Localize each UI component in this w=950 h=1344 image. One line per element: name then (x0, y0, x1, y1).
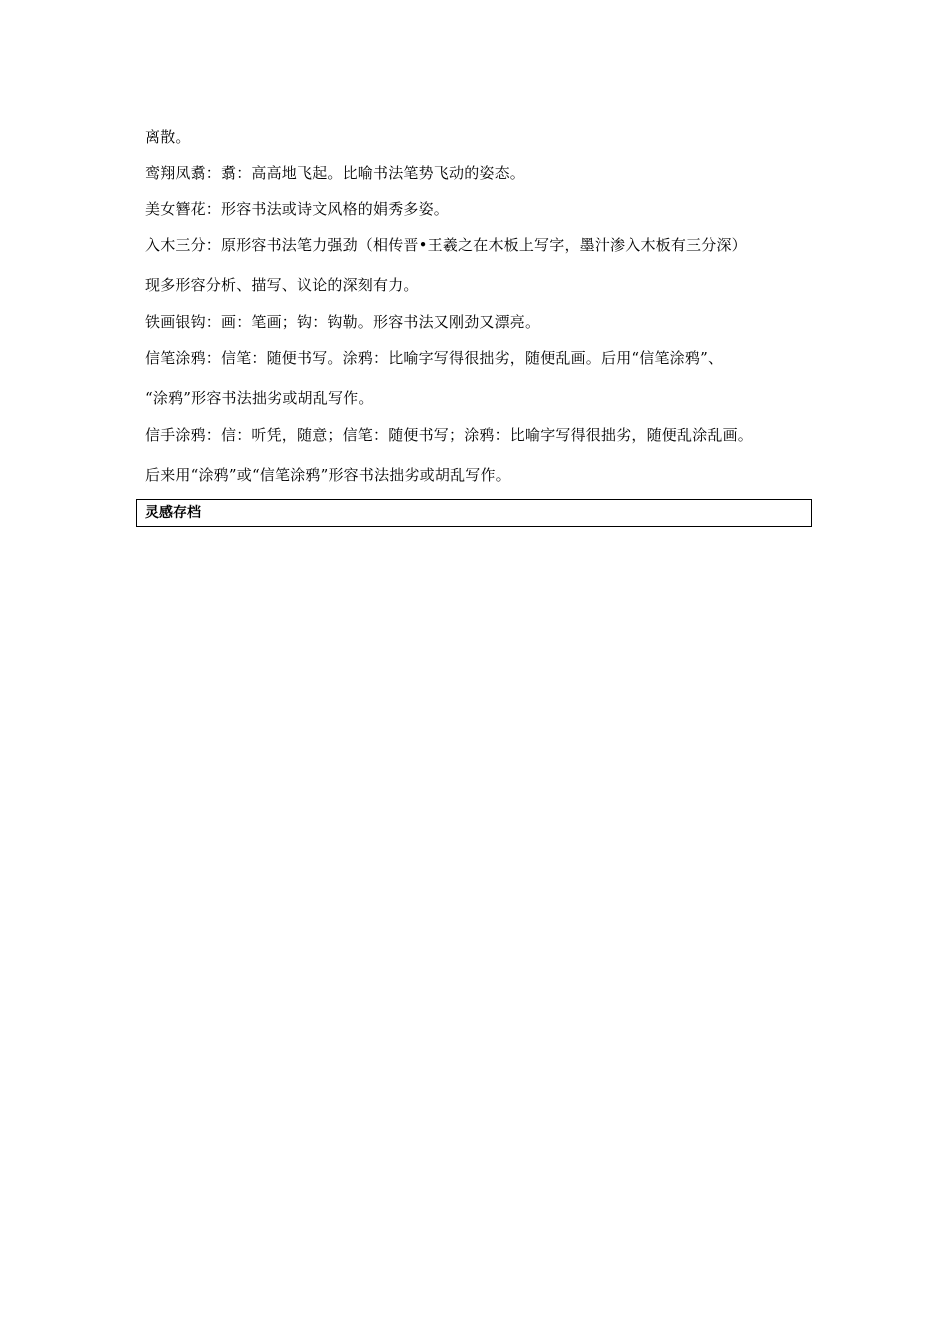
section-box-title: 灵感存档 (145, 505, 201, 521)
text-line-6: 铁画银钩：画：笔画；钩：钩勒。形容书法又刚劲又漂亮。 (145, 313, 541, 331)
text-line-4: 入木三分：原形容书法笔力强劲（相传晋•王羲之在木板上写字，墨汁渗入木板有三分深） (145, 236, 747, 254)
text-line-10: 后来用“涂鸦”或“信笔涂鸦”形容书法拙劣或胡乱写作。 (145, 466, 511, 484)
section-box (136, 499, 812, 527)
text-line-9: 信手涂鸦：信：听凭，随意；信笔：随便书写；涂鸦：比喻字写得很拙劣，随便乱涂乱画。 (145, 426, 754, 444)
text-line-2: 鸾翔凤翥：翥：高高地飞起。比喻书法笔势飞动的姿态。 (145, 164, 526, 182)
text-line-3: 美女簪花：形容书法或诗文风格的娟秀多姿。 (145, 200, 450, 218)
text-line-1: 离散。 (145, 128, 191, 146)
text-line-7: 信笔涂鸦：信笔：随便书写。涂鸦：比喻字写得很拙劣，随便乱画。后用“信笔涂鸦”、 (145, 349, 724, 367)
text-line-5: 现多形容分析、描写、议论的深刻有力。 (145, 276, 419, 294)
text-line-8: “涂鸦”形容书法拙劣或胡乱写作。 (145, 389, 374, 407)
